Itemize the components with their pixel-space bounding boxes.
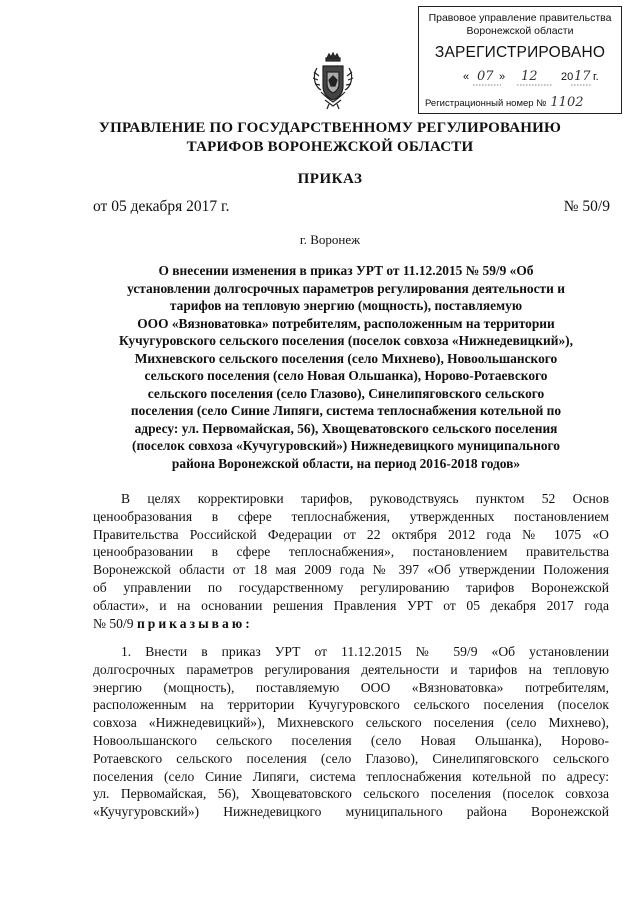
document-city: г. Воронеж xyxy=(299,232,361,247)
stamp-year-unit: г. xyxy=(593,71,599,83)
item-line: ул. Первомайская, 56), Хвощеватовского сельского поселения (поселок совхоза xyxy=(93,786,609,802)
authority-line-2: ТАРИФОВ ВОРОНЕЖСКОЙ ОБЛАСТИ xyxy=(186,139,474,155)
stamp-registration-number xyxy=(425,95,621,110)
item-line: Ротаевского сельского поселения (село Глазово), Синелипяговского сельского xyxy=(93,750,609,766)
stamp-quote-close: » xyxy=(499,71,506,83)
subject-line: района Воронежской области, на период 2016-2018 годов» xyxy=(171,455,521,471)
subject-line: поселения (село Синие Липяги, система теплоснабжения котельной по xyxy=(130,403,562,418)
document-subject xyxy=(86,262,606,472)
preamble-paragraph xyxy=(93,490,609,632)
subject-line: (поселок совхоза «Кучугуровский») Нижнедевицкого муниципального xyxy=(132,438,560,453)
item-line: расположенным на территории Кучугуровского сельского поселения (поселок xyxy=(93,697,609,713)
stamp-year-prefix: 20 xyxy=(561,71,574,83)
subject-line: установлении долгосрочных параметров регулирования деятельности и xyxy=(127,280,565,296)
subject-line: О внесении изменения в приказ УРТ от 11.12.2015 № 59/9 «Об xyxy=(158,263,534,278)
stamp-org-line-2: Воронежской области xyxy=(466,25,574,37)
issuing-authority xyxy=(40,119,620,157)
preamble-line: ценообразования в сфере теплоснабжения, утвержденных постановлением xyxy=(93,508,609,524)
subject-line: тарифов на тепловую энергию (мощность), поставляемую xyxy=(169,298,523,313)
order-number-ref: № 50/9 xyxy=(93,615,134,631)
authority-line-1: УПРАВЛЕНИЕ ПО ГОСУДАРСТВЕННОМУ РЕГУЛИРОВАНИЮ xyxy=(98,120,562,136)
preamble-final-line xyxy=(93,615,609,633)
stamp-reg-label: Регистрационный номер № xyxy=(425,98,547,109)
stamp-year-suffix: 17 xyxy=(574,69,591,84)
subject-line: Кучугуровского сельского поселения (поселок совхоза «Нижнедевицкий»), xyxy=(119,333,573,348)
order-verb: приказываю: xyxy=(136,615,253,631)
subject-line: адресу: ул. Первомайская, 56), Хвощеватовского сельского поселения xyxy=(134,420,558,436)
coat-of-arms-icon xyxy=(311,52,355,112)
preamble-line: области», и на основании решения Правления УРТ от 05 декабря 2017 года xyxy=(93,597,609,613)
stamp-day: 07 xyxy=(477,69,494,84)
preamble-line: Правительства Российской Федерации от 22 октября 2012 года № 1075 «О xyxy=(93,526,609,542)
document-date: от 05 декабря 2017 г. xyxy=(93,198,230,215)
subject-line: сельского поселения (село Глазово), Синелипяговского сельского xyxy=(147,385,545,401)
stamp-month: 12 xyxy=(521,69,538,84)
subject-line: ООО «Вязноватовка» потребителям, расположенным на территории xyxy=(137,315,555,331)
stamp-org-line-1: Правовое управление правительства xyxy=(428,12,612,24)
subject-line: сельского поселения (село Новая Ольшанка), Норово-Ротаевского xyxy=(144,368,548,383)
preamble-line: Воронежской области от 18 мая 2009 года № 397 «Об утверждении Положения xyxy=(93,562,609,578)
stamp-reg-value: 1102 xyxy=(550,95,584,110)
stamp-date-underline xyxy=(473,83,613,87)
stamp-organization xyxy=(419,12,621,38)
item-line: энергию (мощность), поставляемую ООО «Вязноватовка» потребителям, xyxy=(93,679,609,695)
stamp-quote-open: « xyxy=(463,71,470,83)
stamp-date xyxy=(433,71,613,87)
registration-stamp xyxy=(418,6,622,114)
preamble-line: об управлении по государственному регулированию тарифов Воронежской xyxy=(93,579,609,595)
preamble-line: ценообразовании в сфере теплоснабжения», постановлением правительства xyxy=(93,544,609,560)
item-line: долгосрочных параметров регулирования деятельности и тарифов на тепловую xyxy=(93,661,609,677)
order-item-1 xyxy=(93,643,609,821)
item-line: совхоза «Нижнедевицкий»), Михневского сельского поселения (село Михнево), xyxy=(93,715,609,731)
document-number: № 50/9 xyxy=(563,198,610,215)
item-line: Новоольшанского сельского поселения (село Новая Ольшанка), Норово- xyxy=(93,732,609,748)
preamble-line: В целях корректировки тарифов, руководствуясь пунктом 52 Основ xyxy=(121,491,609,506)
subject-line: Михневского сельского поселения (село Михнево), Новоольшанского xyxy=(134,350,558,366)
document-type: ПРИКАЗ xyxy=(297,171,363,187)
item-line: поселения (село Синие Липяги, система теплоснабжения котельной по адресу: xyxy=(93,768,609,784)
item-line: «Кучугуровский») Нижнедевицкого муниципального района Воронежской xyxy=(93,804,609,820)
item-line: 1. Внести в приказ УРТ от 11.12.2015 № 59/9 «Об установлении xyxy=(121,644,609,659)
stamp-registered-label: ЗАРЕГИСТРИРОВАНО xyxy=(434,44,606,61)
